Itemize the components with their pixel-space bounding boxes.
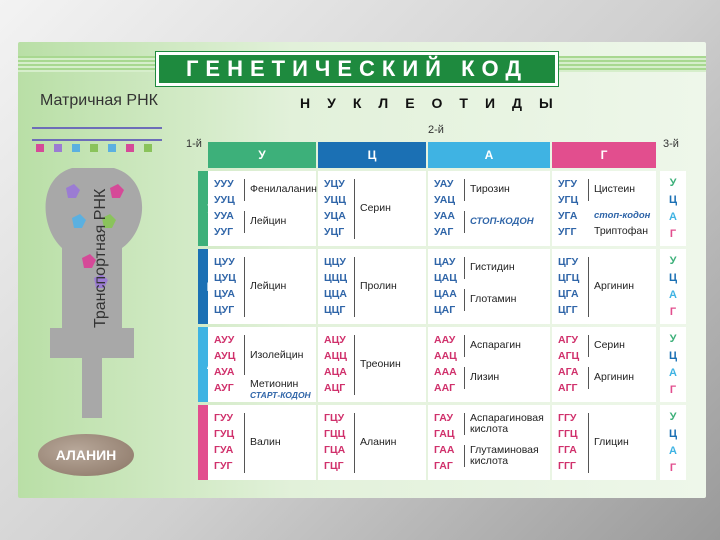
codon: ЦЦЦ: [324, 272, 348, 284]
codon: ГГУ: [558, 412, 577, 424]
brace: [244, 257, 245, 317]
codon-cell: [318, 405, 426, 480]
brace: [354, 335, 355, 395]
brace: [588, 179, 589, 201]
mrna-label: Матричная РНК: [40, 92, 158, 109]
third-base: А: [669, 367, 677, 379]
codon-cell: [428, 405, 550, 480]
amino-acid: Триптофан: [594, 225, 649, 237]
brace: [588, 413, 589, 473]
brace: [588, 257, 589, 317]
amino-acid: Тирозин: [470, 183, 510, 195]
brace: [244, 211, 245, 233]
codon-cell: [318, 327, 426, 402]
codon: ЦАЦ: [434, 272, 457, 284]
third-base: У: [669, 255, 677, 267]
brace: [588, 367, 589, 389]
amino-acid: Фенилаланин: [250, 183, 317, 195]
codon: ГЦА: [324, 444, 346, 456]
amino-acid: Аспарагин: [470, 339, 521, 351]
codon: АЦЦ: [324, 350, 347, 362]
codon: ЦУУ: [214, 256, 235, 268]
third-base-column: [660, 249, 686, 324]
third-base: А: [669, 445, 677, 457]
second-label: 2-й: [428, 124, 444, 136]
amino-acid: Треонин: [360, 358, 401, 370]
codon: ЦАУ: [434, 256, 456, 268]
codon: ГУУ: [214, 412, 234, 424]
codon: ГУЦ: [214, 428, 235, 440]
codon: ЦАА: [434, 288, 457, 300]
codon: ЦЦГ: [324, 304, 346, 316]
codon: УЦЦ: [324, 194, 346, 206]
amino-acid: Аргинин: [594, 371, 635, 383]
genetic-code-poster: [18, 42, 706, 498]
codon-cell: [208, 171, 316, 246]
third-base: Г: [669, 462, 677, 474]
codon: ГЦУ: [324, 412, 345, 424]
first-label: 1-й: [186, 138, 202, 150]
brace: [464, 211, 465, 233]
amino-acid: Лейцин: [250, 215, 287, 227]
brace: [464, 257, 465, 279]
codon: ГУГ: [214, 460, 233, 472]
codon: УУА: [214, 210, 234, 222]
codon: УАГ: [434, 226, 454, 238]
amino-acid: Аргинин: [594, 280, 635, 292]
codon: ГГА: [558, 444, 577, 456]
codon: ААУ: [434, 334, 456, 346]
amino-acid: Серин: [594, 339, 625, 351]
codon-cell: [428, 171, 550, 246]
column-header-c: Ц: [318, 142, 426, 168]
brace: [464, 367, 465, 389]
codon: УЦА: [324, 210, 346, 222]
codon: ЦУА: [214, 288, 235, 300]
codon: ЦГУ: [558, 256, 579, 268]
third-base: Ц: [668, 272, 678, 284]
third-base: Ц: [668, 350, 678, 362]
amino-acid: Валин: [250, 436, 281, 448]
brace: [354, 179, 355, 239]
codon: ГЦЦ: [324, 428, 346, 440]
codon: ЦГЦ: [558, 272, 580, 284]
codon-cell: [428, 249, 550, 324]
stop-codon-label: стоп-кодон: [594, 210, 651, 221]
stop-codon-label: СТОП-КОДОН: [470, 216, 534, 227]
amino-acid: Глицин: [594, 436, 629, 448]
brace: [464, 179, 465, 201]
codon-cell: [318, 171, 426, 246]
third-base: Ц: [668, 194, 678, 206]
third-base: Г: [669, 306, 677, 318]
codon: ААА: [434, 366, 457, 378]
codon-cell: [552, 171, 656, 246]
brace: [244, 413, 245, 473]
nucleotides-label: НУКЛЕОТИДЫ: [300, 95, 570, 111]
codon-cell: [208, 249, 316, 324]
third-base-column: [660, 171, 686, 246]
column-header-u: У: [208, 142, 316, 168]
third-base: Г: [669, 384, 677, 396]
codon: АУЦ: [214, 350, 236, 362]
codon: УУУ: [214, 178, 234, 190]
codon: УГГ: [558, 226, 577, 238]
codon: УАЦ: [434, 194, 455, 206]
codon: УУГ: [214, 226, 234, 238]
column-header-a: А: [428, 142, 550, 168]
codon: ГГГ: [558, 460, 576, 472]
brace: [244, 335, 245, 375]
mrna-strand: [32, 128, 162, 152]
third-base: У: [669, 177, 677, 189]
brace: [354, 413, 355, 473]
amino-acid: Цистеин: [594, 183, 636, 195]
codon: АГА: [558, 366, 579, 378]
codon: АЦА: [324, 366, 347, 378]
codon: УГА: [558, 210, 578, 222]
codon: ААЦ: [434, 350, 457, 362]
amino-acid: Аспарагиновая кислота: [470, 412, 544, 435]
codon: ГАУ: [434, 412, 454, 424]
brace: [464, 445, 465, 467]
brace: [354, 257, 355, 317]
codon: ЦЦУ: [324, 256, 346, 268]
amino-acid: Глотамин: [470, 293, 517, 305]
codon: ЦУЦ: [214, 272, 236, 284]
codon-cell: [318, 249, 426, 324]
codon: УУЦ: [214, 194, 235, 206]
third-label: 3-й: [663, 138, 679, 150]
codon: ГУА: [214, 444, 234, 456]
third-base-column: [660, 327, 686, 402]
codon: АГГ: [558, 382, 578, 394]
trna-label: Транспортная РНК: [92, 188, 109, 328]
codon: УГЦ: [558, 194, 579, 206]
codon: АЦГ: [324, 382, 346, 394]
start-codon-label: СТАРТ-КОДОН: [250, 390, 311, 400]
third-base: А: [669, 211, 677, 223]
codon: УАУ: [434, 178, 454, 190]
codon: ГАГ: [434, 460, 453, 472]
codon: АГУ: [558, 334, 579, 346]
third-base: У: [669, 411, 677, 423]
codon: АУУ: [214, 334, 235, 346]
codon: ГАА: [434, 444, 455, 456]
brace: [464, 335, 465, 357]
codon: АУА: [214, 366, 235, 378]
codon: ГАЦ: [434, 428, 455, 440]
codon: АГЦ: [558, 350, 580, 362]
codon-cell: [208, 405, 316, 480]
codon: ЦУГ: [214, 304, 235, 316]
third-base-column: [660, 405, 686, 480]
brace: [244, 179, 245, 201]
third-base: Ц: [668, 428, 678, 440]
page-title: ГЕНЕТИЧЕСКИЙ КОД: [156, 52, 558, 86]
codon: УАА: [434, 210, 455, 222]
codon: АЦУ: [324, 334, 346, 346]
codon: ЦЦА: [324, 288, 347, 300]
brace: [464, 289, 465, 311]
codon-cell: [428, 327, 550, 402]
amino-acid: Гистидин: [470, 261, 515, 273]
codon-cell: [208, 327, 316, 402]
codon: ЦГА: [558, 288, 579, 300]
brace: [588, 335, 589, 357]
amino-acid: Лейцин: [250, 280, 287, 292]
third-base: А: [669, 289, 677, 301]
column-header-g: Г: [552, 142, 656, 168]
amino-acid: Метионин: [250, 378, 299, 390]
codon-cell: [552, 327, 656, 402]
codon-cell: [552, 405, 656, 480]
codon: УГУ: [558, 178, 578, 190]
amino-acid: Лизин: [470, 371, 500, 383]
alanine-molecule: АЛАНИН: [38, 434, 134, 476]
amino-acid: Серин: [360, 202, 391, 214]
codon: УЦУ: [324, 178, 345, 190]
amino-acid: Глутаминовая кислота: [470, 444, 539, 467]
codon: ЦАГ: [434, 304, 456, 316]
codon: ГЦГ: [324, 460, 344, 472]
amino-acid: Аланин: [360, 436, 397, 448]
codon: ГГЦ: [558, 428, 578, 440]
amino-acid: Пролин: [360, 280, 397, 292]
codon: УЦГ: [324, 226, 345, 238]
amino-acid: Изолейцин: [250, 349, 304, 361]
codon-cell: [552, 249, 656, 324]
third-base: У: [669, 333, 677, 345]
brace: [464, 413, 465, 435]
codon: АУГ: [214, 382, 234, 394]
codon: ААГ: [434, 382, 456, 394]
third-base: Г: [669, 228, 677, 240]
codon: ЦГГ: [558, 304, 578, 316]
